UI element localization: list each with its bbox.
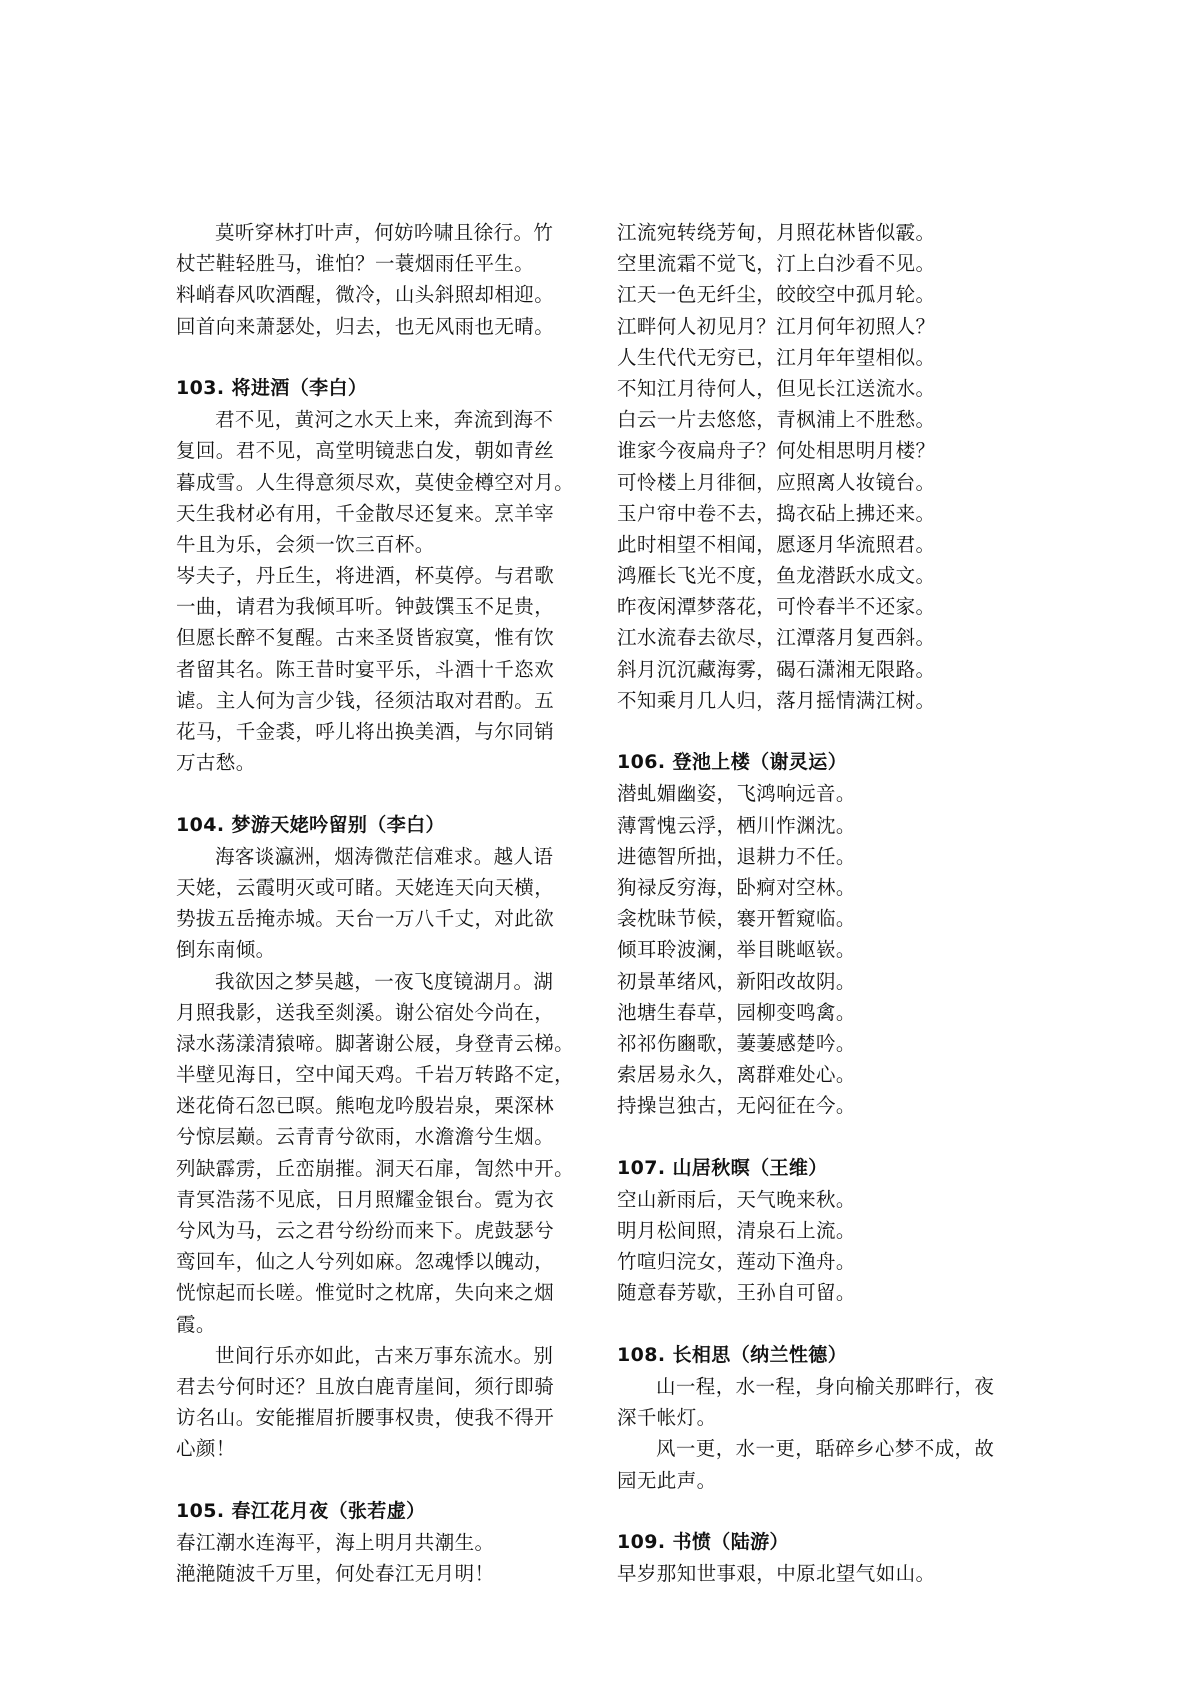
poem-line: 不知江月待何人，但见长江送流水。 bbox=[617, 376, 936, 400]
poem-line: 迷花倚石忽已暝。熊咆龙吟殷岩泉，栗深林 bbox=[176, 1094, 555, 1118]
poem-line: 牛且为乐，会须一饮三百杯。 bbox=[176, 532, 435, 556]
poem-line: 风一更，水一更，聒碎乡心梦不成，故 bbox=[656, 1437, 995, 1461]
poem-line: 鸾回车，仙之人兮列如麻。忽魂悸以魄动， bbox=[176, 1250, 555, 1274]
poem-line: 江天一色无纤尘，皎皎空中孤月轮。 bbox=[617, 283, 936, 307]
poem-line: 潜虬媚幽姿，飞鸿响远音。 bbox=[617, 782, 856, 806]
poem-line: 但愿长醉不复醒。古来圣贤皆寂寞，惟有饮 bbox=[176, 626, 555, 650]
poem-title-108: 108. 长相思（纳兰性德） bbox=[617, 1343, 848, 1366]
poem-line: 谑。主人何为言少钱，径须沽取对君酌。五 bbox=[176, 688, 555, 712]
poem-line: 园无此声。 bbox=[617, 1468, 717, 1492]
poem-line: 心颜！ bbox=[176, 1437, 236, 1461]
poem-line: 谁家今夜扁舟子？何处相思明月楼？ bbox=[617, 439, 936, 463]
poem-line: 江畔何人初见月？江月何年初照人？ bbox=[617, 314, 936, 338]
poem-line: 江水流春去欲尽，江潭落月复西斜。 bbox=[617, 626, 936, 650]
poem-line: 倾耳聆波澜，举目眺岖嵚。 bbox=[617, 938, 856, 962]
poem-line: 青冥浩荡不见底，日月照耀金银台。霓为衣 bbox=[176, 1187, 555, 1211]
poem-line: 祁祁伤豳歌，萋萋感楚吟。 bbox=[617, 1031, 856, 1055]
poem-line: 昨夜闲潭梦落花，可怜春半不还家。 bbox=[617, 595, 936, 619]
poem-line: 兮惊层巅。云青青兮欲雨，水澹澹兮生烟。 bbox=[176, 1125, 555, 1149]
poem-title-104: 104. 梦游天姥吟留别（李白） bbox=[176, 813, 445, 836]
poem-line: 一曲，请君为我倾耳听。钟鼓馔玉不足贵， bbox=[176, 595, 555, 619]
poem-line: 竹喧归浣女，莲动下渔舟。 bbox=[617, 1250, 856, 1274]
poem-line: 索居易永久，离群难处心。 bbox=[617, 1063, 856, 1087]
poem-line: 空山新雨后，天气晚来秋。 bbox=[617, 1187, 856, 1211]
poem-line: 莫听穿林打叶声，何妨吟啸且徐行。竹 bbox=[215, 221, 554, 244]
right-column bbox=[617, 217, 1032, 1589]
poem-line: 随意春芳歇，王孙自可留。 bbox=[617, 1281, 856, 1305]
poem-line: 花马，千金裘，呼儿将出换美酒，与尔同销 bbox=[176, 720, 555, 743]
poem-line: 霞。 bbox=[176, 1312, 216, 1336]
poem-line: 鸿雁长飞光不度，鱼龙潜跃水成文。 bbox=[617, 564, 936, 588]
poem-line: 者留其名。陈王昔时宴平乐，斗酒十千恣欢 bbox=[176, 657, 555, 681]
poem-line: 初景革绪风，新阳改故阴。 bbox=[617, 969, 856, 993]
poem-line: 玉户帘中卷不去，捣衣砧上拂还来。 bbox=[617, 501, 936, 525]
poem-line: 我欲因之梦吴越，一夜飞度镜湖月。湖 bbox=[215, 969, 554, 993]
poem-line: 江流宛转绕芳甸，月照花林皆似霰。 bbox=[617, 221, 936, 244]
poem-line: 列缺霹雳，丘峦崩摧。洞天石扉，訇然中开。 bbox=[176, 1156, 575, 1180]
poem-line: 半壁见海日，空中闻天鸡。千岩万转路不定， bbox=[176, 1063, 575, 1087]
poem-line: 君去兮何时还？且放白鹿青崖间，须行即骑 bbox=[176, 1374, 555, 1398]
poem-line: 杖芒鞋轻胜马，谁怕？一蓑烟雨任平生。 bbox=[176, 252, 535, 276]
poem-line: 春江潮水连海平，海上明月共潮生。 bbox=[176, 1530, 495, 1554]
poem-line: 渌水荡漾清猿啼。脚著谢公屐，身登青云梯。 bbox=[176, 1031, 575, 1055]
poem-line: 山一程，水一程，身向榆关那畔行，夜 bbox=[656, 1374, 995, 1398]
poem-line: 天姥，云霞明灭或可睹。天姥连天向天横， bbox=[176, 875, 555, 899]
poem-line: 岑夫子，丹丘生，将进酒，杯莫停。与君歌 bbox=[176, 564, 555, 588]
poem-line: 天生我材必有用，千金散尽还复来。烹羊宰 bbox=[176, 501, 555, 525]
poem-line: 月照我影，送我至剡溪。谢公宿处今尚在， bbox=[176, 1000, 555, 1024]
poem-title-109: 109. 书愤（陆游） bbox=[617, 1530, 789, 1553]
poem-line: 衾枕昧节候，褰开暂窥临。 bbox=[617, 907, 856, 931]
poem-line: 君不见，黄河之水天上来，奔流到海不 bbox=[215, 408, 554, 432]
poem-line: 斜月沉沉藏海雾，碣石潇湘无限路。 bbox=[617, 657, 936, 681]
poem-line: 世间行乐亦如此，古来万事东流水。别 bbox=[215, 1343, 554, 1367]
poem-line: 暮成雪。人生得意须尽欢，莫使金樽空对月。 bbox=[176, 470, 575, 494]
poem-line: 兮风为马，云之君兮纷纷而来下。虎鼓瑟兮 bbox=[176, 1219, 555, 1242]
poem-line: 料峭春风吹酒醒，微冷，山头斜照却相迎。 bbox=[176, 283, 555, 307]
poem-line: 持操岂独古，无闷征在今。 bbox=[617, 1094, 856, 1118]
left-column bbox=[176, 217, 588, 1589]
poem-line: 回首向来萧瑟处，归去，也无风雨也无晴。 bbox=[176, 314, 555, 338]
poem-line: 此时相望不相闻，愿逐月华流照君。 bbox=[617, 532, 936, 556]
poem-line: 滟滟随波千万里，何处春江无月明！ bbox=[176, 1562, 495, 1586]
poem-line: 狥禄反穷海，卧痾对空林。 bbox=[617, 875, 856, 899]
poem-line: 人生代代无穷已，江月年年望相似。 bbox=[617, 345, 936, 369]
poem-title-106: 106. 登池上楼（谢灵运） bbox=[617, 751, 848, 774]
poem-line: 深千帐灯。 bbox=[617, 1406, 717, 1430]
poem-title-107: 107. 山居秋暝（王维） bbox=[617, 1156, 828, 1179]
poem-line: 万古愁。 bbox=[176, 751, 256, 775]
poem-line: 早岁那知世事艰，中原北望气如山。 bbox=[617, 1562, 936, 1586]
poem-title-103: 103. 将进酒（李白） bbox=[176, 376, 368, 399]
poem-line: 不知乘月几人归，落月摇情满江树。 bbox=[617, 688, 936, 712]
poem-line: 进德智所拙，退耕力不任。 bbox=[617, 844, 856, 868]
poem-line: 薄霄愧云浮，栖川怍渊沈。 bbox=[617, 813, 856, 837]
poem-line: 明月松间照，清泉石上流。 bbox=[617, 1219, 856, 1242]
poem-line: 空里流霜不觉飞，汀上白沙看不见。 bbox=[617, 252, 936, 276]
poem-line: 白云一片去悠悠，青枫浦上不胜愁。 bbox=[617, 408, 936, 432]
poem-line: 势拔五岳掩赤城。天台一万八千丈，对此欲 bbox=[176, 907, 555, 931]
poem-line: 恍惊起而长嗟。惟觉时之枕席，失向来之烟 bbox=[176, 1281, 555, 1305]
poem-line: 复回。君不见，高堂明镜悲白发，朝如青丝 bbox=[176, 439, 555, 463]
poem-title-105: 105. 春江花月夜（张若虚） bbox=[176, 1499, 426, 1522]
poem-line: 可怜楼上月徘徊，应照离人妆镜台。 bbox=[617, 470, 936, 494]
poem-line: 池塘生春草，园柳变鸣禽。 bbox=[617, 1000, 856, 1024]
poem-line: 倒东南倾。 bbox=[176, 938, 276, 962]
poem-line: 访名山。安能摧眉折腰事权贵，使我不得开 bbox=[176, 1406, 555, 1430]
poem-line: 海客谈瀛洲，烟涛微茫信难求。越人语 bbox=[215, 844, 554, 868]
